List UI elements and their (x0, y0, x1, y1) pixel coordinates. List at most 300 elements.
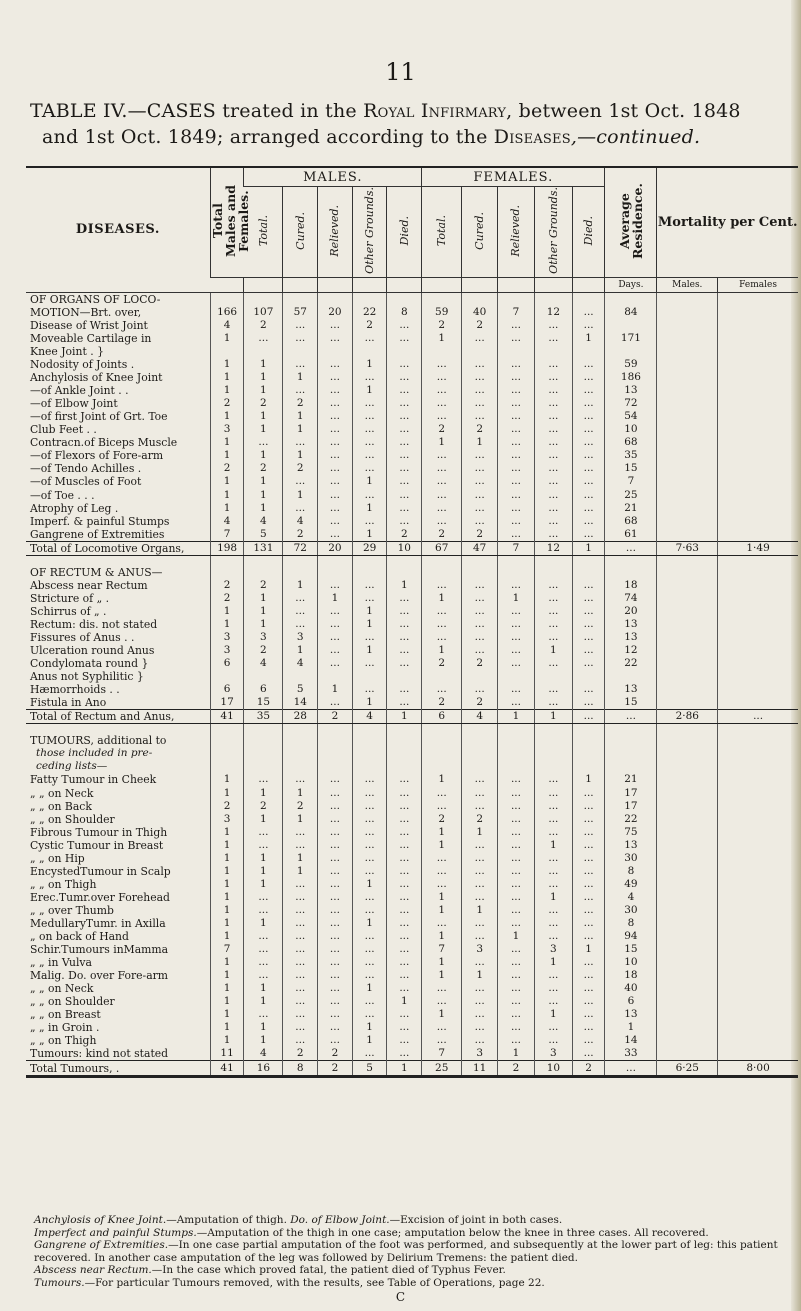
footnote: Imperfect and painful Stumps.—Amputation of the thigh in one case; amputation below the knee in three cases. All recovered. (34, 1226, 709, 1239)
table-cell (657, 787, 718, 800)
table-row (26, 423, 798, 436)
table-cell: 8 (283, 1061, 318, 1075)
table-cell: ... (422, 800, 462, 813)
table-cell: ... (387, 800, 422, 813)
table-cell: ... (387, 969, 422, 982)
disease-label: OF RECTUM & ANUS— (30, 565, 163, 579)
table-cell: ... (422, 371, 462, 384)
table-cell (718, 1008, 798, 1021)
table-cell: ... (498, 852, 535, 865)
table-cell: 1 (572, 332, 605, 345)
table-cell: 3 (462, 943, 498, 956)
table-cell: 10 (534, 1061, 572, 1075)
table-cell: ... (352, 579, 387, 592)
table-cell (718, 371, 798, 384)
table-cell: ... (352, 852, 387, 865)
table-cell: ... (572, 319, 605, 332)
table-cell: ... (387, 930, 422, 943)
table-cell: 7 (210, 943, 244, 956)
table-cell: 18 (605, 969, 657, 982)
table-cell: 4 (352, 710, 387, 724)
table-cell (657, 618, 718, 631)
table-cell (572, 760, 605, 773)
table-cell: ... (352, 800, 387, 813)
table-cell (387, 760, 422, 773)
table-cell (718, 397, 798, 410)
table-cell: ... (387, 1047, 422, 1061)
table-row (26, 592, 798, 605)
table-cell: ... (387, 631, 422, 644)
title-line-1: TABLE IV.—CASES treated in the Royal Infirmary, between 1st Oct. 1848 (30, 100, 741, 122)
table-row (26, 904, 798, 917)
table-cell (718, 410, 798, 423)
table-cell: ... (572, 917, 605, 930)
table-cell: 14 (283, 696, 318, 710)
table-cell: ... (387, 489, 422, 502)
table-cell: ... (572, 358, 605, 371)
table-cell: ... (462, 995, 498, 1008)
table-cell: ... (283, 384, 318, 397)
table-cell: ... (387, 319, 422, 332)
table-cell: ... (352, 436, 387, 449)
table-cell: 1 (283, 787, 318, 800)
table-cell (605, 345, 657, 358)
table-cell: 1 (210, 502, 244, 515)
table-cell: 1 (244, 865, 283, 878)
table-cell: ... (462, 397, 498, 410)
table-cell (718, 734, 798, 747)
table-cell: ... (318, 773, 353, 786)
disease-label: „ „ on Neck (30, 982, 94, 996)
table-cell: ... (572, 371, 605, 384)
disease-label: Erec.Tumr.over Forehead (30, 890, 170, 904)
table-cell: 2 (318, 1061, 353, 1075)
table-cell: 1 (283, 489, 318, 502)
table-row (26, 515, 798, 528)
table-cell: ... (318, 969, 353, 982)
disease-label: Fistula in Ano (30, 696, 107, 710)
table-row (26, 618, 798, 631)
table-cell: ... (352, 787, 387, 800)
table-cell: 1 (498, 930, 535, 943)
spacer-row (26, 724, 798, 735)
table-cell: 2 (422, 423, 462, 436)
table-cell: 22 (352, 306, 387, 319)
table-cell: ... (534, 489, 572, 502)
disease-label: —of Ankle Joint . . (30, 384, 129, 398)
table-cell (718, 528, 798, 542)
table-row (26, 891, 798, 904)
table-cell: ... (462, 449, 498, 462)
table-cell: ... (387, 813, 422, 826)
table-cell: ... (534, 826, 572, 839)
table-row (26, 773, 798, 786)
table-cell: ... (572, 683, 605, 696)
disease-label: Schir.Tumours inMamma (30, 943, 169, 957)
table-cell: ... (534, 969, 572, 982)
table-cell: ... (534, 579, 572, 592)
table-cell: ... (572, 618, 605, 631)
table-cell: 22 (605, 813, 657, 826)
table-cell (718, 423, 798, 436)
table-cell: 59 (422, 306, 462, 319)
header-days: Days. (605, 277, 657, 292)
disease-label: Abscess near Rectum (30, 578, 148, 592)
table-cell (283, 747, 318, 760)
table-cell: ... (318, 462, 353, 475)
table-cell: ... (498, 917, 535, 930)
table-cell (422, 345, 462, 358)
table-cell: 1 (498, 1047, 535, 1061)
table-cell: ... (534, 995, 572, 1008)
table-cell (657, 358, 718, 371)
table-cell: 1 (244, 1021, 283, 1034)
table-cell: ... (318, 943, 353, 956)
table-cell: 2 (210, 592, 244, 605)
table-cell: ... (283, 605, 318, 618)
table-row (26, 397, 798, 410)
disease-label: „ „ on Shoulder (30, 995, 115, 1009)
table-cell: ... (244, 943, 283, 956)
table-cell: ... (572, 982, 605, 995)
disease-label: EncystedTumour in Scalp (30, 864, 171, 878)
table-cell: ... (572, 865, 605, 878)
table-cell: 1·49 (718, 541, 798, 555)
table-cell: ... (318, 891, 353, 904)
table-cell: ... (498, 397, 535, 410)
header-f-cured: Cured. (462, 187, 498, 278)
table-cell: ... (422, 515, 462, 528)
table-cell: 1 (244, 852, 283, 865)
table-cell (462, 345, 498, 358)
table-cell: 1 (210, 995, 244, 1008)
table-cell: 1 (422, 956, 462, 969)
table-cell: ... (422, 787, 462, 800)
table-cell (462, 566, 498, 579)
table-cell (572, 747, 605, 760)
table-cell: ... (387, 618, 422, 631)
table-cell (657, 528, 718, 542)
table-cell: ... (462, 462, 498, 475)
table-cell: 22 (605, 657, 657, 670)
table-cell: 4 (210, 319, 244, 332)
table-cell: 2 (422, 813, 462, 826)
table-cell: 28 (283, 710, 318, 724)
table-cell (244, 566, 283, 579)
table-cell: ... (462, 489, 498, 502)
table-cell: ... (498, 319, 535, 332)
table-cell: 2 (244, 579, 283, 592)
table-cell (210, 747, 244, 760)
table-cell: 3 (244, 631, 283, 644)
table-cell: ... (462, 982, 498, 995)
table-cell: ... (572, 384, 605, 397)
disease-label: Gangrene of Extremities (30, 527, 165, 541)
table-cell: ... (605, 1061, 657, 1075)
table-cell: 30 (605, 904, 657, 917)
table-cell: ... (498, 943, 535, 956)
table-cell: ... (572, 891, 605, 904)
table-cell: 13 (605, 631, 657, 644)
table-cell (534, 734, 572, 747)
table-cell: 2 (244, 800, 283, 813)
disease-label: MOTION—Brt. over, (30, 305, 142, 319)
table-cell: 1 (210, 956, 244, 969)
disease-label: Rectum: dis. not stated (30, 617, 158, 631)
table-cell: 1 (352, 358, 387, 371)
table-cell: ... (462, 956, 498, 969)
table-row (26, 1034, 798, 1047)
table-cell: 2 (283, 397, 318, 410)
table-cell: ... (534, 852, 572, 865)
table-cell (210, 292, 244, 306)
table-cell: 13 (605, 683, 657, 696)
table-cell (718, 969, 798, 982)
table-cell: 3 (210, 631, 244, 644)
table-row (26, 878, 798, 891)
table-cell: ... (352, 956, 387, 969)
table-cell (718, 502, 798, 515)
table-cell: 13 (605, 839, 657, 852)
table-cell: 1 (210, 475, 244, 488)
disease-label: Moveable Cartilage in (30, 331, 152, 345)
table-cell: ... (352, 826, 387, 839)
table-cell: ... (498, 605, 535, 618)
table-cell: ... (422, 384, 462, 397)
disease-label: Atrophy of Leg . (30, 501, 119, 515)
table-cell: ... (318, 1008, 353, 1021)
table-cell: 1 (422, 904, 462, 917)
total-row (26, 541, 798, 555)
table-cell: ... (498, 1034, 535, 1047)
table-cell: 2 (210, 462, 244, 475)
table-cell (718, 515, 798, 528)
table-cell: ... (422, 878, 462, 891)
table-cell: 1 (210, 605, 244, 618)
table-cell: ... (352, 631, 387, 644)
table-cell: 1 (283, 579, 318, 592)
table-cell: 2 (210, 800, 244, 813)
table-cell: ... (283, 319, 318, 332)
table-cell: ... (498, 436, 535, 449)
table-cell (605, 319, 657, 332)
table-cell: 2 (210, 579, 244, 592)
table-cell: ... (534, 1021, 572, 1034)
table-cell: 1 (210, 449, 244, 462)
table-cell: ... (572, 592, 605, 605)
table-cell: ... (572, 710, 605, 724)
table-cell: 1 (283, 644, 318, 657)
table-cell: 1 (244, 410, 283, 423)
table-cell: ... (498, 878, 535, 891)
table-cell (605, 566, 657, 579)
table-cell (718, 605, 798, 618)
table-cell: ... (462, 631, 498, 644)
table-cell: 1 (210, 826, 244, 839)
table-cell: ... (462, 475, 498, 488)
table-cell: 59 (605, 358, 657, 371)
table-cell: 1 (534, 891, 572, 904)
table-cell: ... (352, 839, 387, 852)
table-cell: ... (498, 410, 535, 423)
disease-label: „ „ on Hip (30, 851, 85, 865)
table-cell: 1 (210, 332, 244, 345)
table-cell (718, 566, 798, 579)
table-cell: ... (352, 813, 387, 826)
table-cell: ... (534, 358, 572, 371)
table-cell (657, 515, 718, 528)
table-cell: ... (318, 956, 353, 969)
table-cell (657, 410, 718, 423)
table-cell: ... (283, 839, 318, 852)
table-cell (657, 773, 718, 786)
table-cell: ... (462, 605, 498, 618)
table-cell (657, 475, 718, 488)
table-cell (718, 579, 798, 592)
table-cell: 1 (498, 592, 535, 605)
table-row (26, 345, 798, 358)
table-cell: ... (534, 502, 572, 515)
disease-label: Cystic Tumour in Breast (30, 838, 164, 852)
table-cell: 2 (244, 462, 283, 475)
table-cell: 4 (244, 657, 283, 670)
table-cell: 2 (462, 528, 498, 542)
table-cell: 25 (605, 489, 657, 502)
disease-label: Total Tumours, . (26, 1061, 210, 1075)
table-cell (657, 449, 718, 462)
disease-label: Stricture of „ . (30, 591, 110, 605)
table-cell: ... (422, 683, 462, 696)
table-cell: ... (352, 449, 387, 462)
table-cell: ... (283, 904, 318, 917)
table-cell (718, 800, 798, 813)
table-cell: ... (462, 683, 498, 696)
table-cell: ... (534, 384, 572, 397)
table-cell: 2 (318, 710, 353, 724)
table-cell: ... (422, 449, 462, 462)
table-row (26, 930, 798, 943)
table-row (26, 449, 798, 462)
table-cell: ... (244, 930, 283, 943)
table-cell: ... (498, 579, 535, 592)
table-cell: ... (572, 657, 605, 670)
table-cell: ... (572, 397, 605, 410)
table-cell: 1 (244, 995, 283, 1008)
disease-label: Total of Locomotive Organs, (26, 541, 210, 555)
table-cell: ... (572, 787, 605, 800)
table-cell: 57 (283, 306, 318, 319)
table-cell (657, 345, 718, 358)
table-cell: 1 (210, 852, 244, 865)
table-cell: ... (387, 515, 422, 528)
table-cell (718, 644, 798, 657)
disease-label: Fatty Tumour in Cheek (30, 773, 157, 787)
table-cell: ... (387, 1008, 422, 1021)
table-row (26, 502, 798, 515)
table-cell: ... (534, 813, 572, 826)
table-cell (657, 489, 718, 502)
table-cell: ... (462, 1008, 498, 1021)
table-cell: ... (352, 865, 387, 878)
disease-label: „ „ on Neck (30, 786, 94, 800)
table-cell: ... (572, 696, 605, 710)
table-cell: ... (352, 397, 387, 410)
table-cell (244, 292, 283, 306)
table-cell: ... (318, 371, 353, 384)
table-cell: ... (534, 449, 572, 462)
disease-label: —of Muscles of Foot (30, 475, 142, 489)
table-cell: ... (534, 436, 572, 449)
table-row (26, 800, 798, 813)
table-cell: 1 (534, 1008, 572, 1021)
table-cell (244, 760, 283, 773)
table-cell: 1 (498, 710, 535, 724)
table-cell: ... (498, 995, 535, 1008)
table-cell (318, 760, 353, 773)
table-cell: 1 (387, 710, 422, 724)
table-row (26, 865, 798, 878)
table-cell: ... (462, 852, 498, 865)
table-cell: 8 (605, 865, 657, 878)
table-cell: 4 (283, 515, 318, 528)
table-cell: ... (422, 1034, 462, 1047)
table-cell (657, 319, 718, 332)
disease-label: Fissures of Anus . . (30, 631, 135, 644)
table-cell: 3 (534, 943, 572, 956)
table-cell: 166 (210, 306, 244, 319)
table-cell: ... (572, 528, 605, 542)
table-cell: ... (462, 865, 498, 878)
table-cell (534, 747, 572, 760)
table-cell: 2 (498, 1061, 535, 1075)
table-cell (657, 1034, 718, 1047)
table-cell (657, 943, 718, 956)
table-cell: ... (572, 1047, 605, 1061)
table-cell (387, 734, 422, 747)
table-cell: 1 (244, 475, 283, 488)
table-cell: ... (462, 800, 498, 813)
table-cell: 68 (605, 436, 657, 449)
table-cell (572, 292, 605, 306)
table-cell (718, 1034, 798, 1047)
table-cell: ... (244, 1008, 283, 1021)
table-cell: 30 (605, 852, 657, 865)
table-cell (718, 384, 798, 397)
table-cell: ... (572, 410, 605, 423)
table-cell (657, 462, 718, 475)
table-cell: 3 (283, 631, 318, 644)
table-cell: ... (498, 528, 535, 542)
table-cell: ... (572, 969, 605, 982)
table-cell (387, 670, 422, 683)
table-cell: 1 (422, 592, 462, 605)
table-cell (352, 566, 387, 579)
table-cell (572, 345, 605, 358)
table-cell: ... (422, 917, 462, 930)
table-cell: 1 (283, 449, 318, 462)
table-cell: ... (387, 384, 422, 397)
table-cell: ... (244, 839, 283, 852)
table-cell (718, 319, 798, 332)
table-cell: 1 (210, 436, 244, 449)
table-row (26, 306, 798, 319)
table-cell: ... (387, 423, 422, 436)
disease-label: Fibrous Tumour in Thigh (30, 825, 168, 839)
table-cell: ... (318, 319, 353, 332)
table-row (26, 670, 798, 683)
total-row (26, 1061, 798, 1075)
table-cell (387, 292, 422, 306)
